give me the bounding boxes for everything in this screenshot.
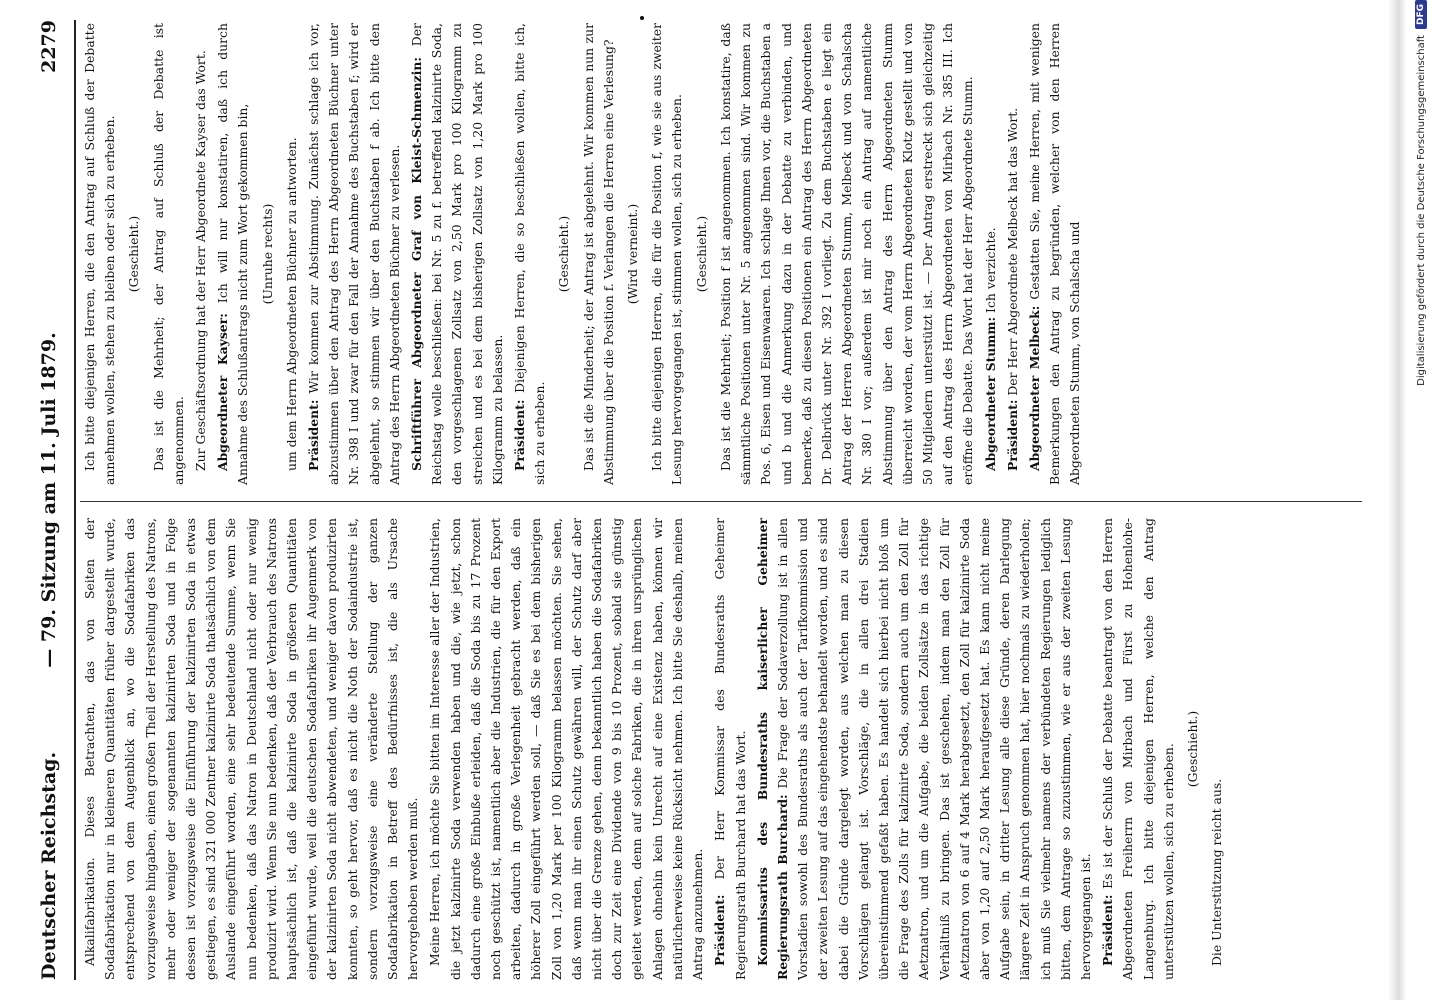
speaker-name: Abgeordneter Kayser: <box>215 313 231 471</box>
stage-direction: (Unruhe rechts) <box>259 203 275 305</box>
stage-direction: (Geschieht.) <box>556 215 572 293</box>
speech-paragraph <box>1098 518 1179 980</box>
dfg-logo: DFG <box>1415 0 1427 29</box>
body-paragraph: um dem Herrn Abgeordneten Büchner zu antworten. <box>283 137 299 471</box>
speaker-name: Präsident: <box>512 399 528 471</box>
publication-title: Deutscher Reichstag. <box>38 751 60 980</box>
stage-direction: (Geschieht.) <box>126 215 142 293</box>
speech-paragraph <box>510 23 550 485</box>
speech-text: Die Frage der Sodaverzollung ist in allen Vorstadien sowohl des Bundesraths als auch der Tarifkommission und der zweiten Lesung auf das eingehendste behandelt worden, und es sind dabei die Gründe dargelegt worden, aus welchen man zu diesen Vorschlägen gelangt ist. Vorschläge, die in allen drei Stadien übereinstimmend gefaßt haben. Es handelt sich hierbei nicht bloß um die Frage des Zolls für kalzinirte Soda, sondern auch um den Zoll für Aetznatron, und um die Aufgabe, die beiden Zollsätze in das richtige Verhältniß zu bringen. Das ist geschehen, indem man den Zoll für Aetznatron von 6 auf 4 Mark herabgesetzt, den Zoll für kalzinirte Soda aber von 1,20 auf 2,50 Mark heraufgesetzt hat. Es kann nicht meine Aufgabe sein, in dritter Lesung alle diese Gründe, deren Darlegung längere Zeit in Anspruch genommen hat, hier nochmals zu wiederholen; ich muß Sie vielmehr namens der verbündeten Regierungen lediglich bitten, dem Antrage so zuzustimmen, wie er aus der zweiten Lesung hervorgegangen ist. <box>774 518 1093 980</box>
speech-paragraph <box>304 23 405 485</box>
page-edge-shadow <box>1388 0 1406 1000</box>
speech-paragraph <box>753 518 1096 980</box>
speaker-name: Schriftführer Abgeordneter Graf von Kleist-Schmenzin: <box>409 57 425 471</box>
left-text-column <box>80 518 1372 980</box>
body-paragraph: Die Unterstützung reicht aus. <box>1209 778 1225 966</box>
speaker-name: Abgeordneter Melbeck: <box>1026 305 1042 471</box>
session-title: — 79. Sitzung am 11. Juli 1879. <box>38 332 60 668</box>
column-divider <box>80 501 1362 502</box>
body-paragraph: Zur Geschäftsordnung hat der Herr Abgeordnete Kayser das Wort. <box>193 50 209 471</box>
speech-text: Wir kommen zur Abstimmung. Zunächst schlage ich vor, abzustimmen über den Antrag des Herrn Abgeordneten Büchner unter Nr. 398 I und zwar für den Fall der Annahme des Buchstaben f; wird er abgelehnt, so stimmen wir über den Buchstaben f ab. Ich bitte den Antrag des Herrn Abgeordneten Büchner zu verlesen. <box>306 23 402 485</box>
stage-direction: (Geschieht.) <box>1184 710 1200 788</box>
speaker-name: Präsident: <box>306 399 322 471</box>
speaker-name: Präsident: <box>1004 399 1020 471</box>
body-paragraph: Alkalifabrikation. Dieses Betrachten, das von Seiten der Sodafabrikation nur in kleineren Quantitäten früher dargestellt wurde, entsprechend von dem Augenblick an, wo die Sodafabriken das vorzugsweise hingaben, einen großen Theil der Herstellung des Natrons, mehr oder weniger der sogenannten kalzinirten Soda und in Folge dessen ist vorzugsweise die Einführung der kalzinirten Soda in etwas gestiegen, es sind 321 000 Zentner kalzinirte Soda thatsächlich von dem Auslande eingeführt worden, eine sehr bedeutende Summe, wenn Sie nun bedenken, daß das Natron in Deutschland nicht oder nur wenig produzirt wird. Wenn Sie nun bedenken, daß der Verbrauch des Natrons hauptsächlich ist, daß die kalzinirte Soda in größeren Quantitäten eingeführt wurde, weil die deutschen Sodafabriken ihr Augenmerk von der kalzinirten Soda nicht abwendeten, und weniger davon produzirten konnten, so geht hervor, daß es nicht die Noth der Sodaindustrie ist, sondern vorzugsweise eine veränderte Stellung der ganzen Sodafabrikation in Betreff des Bedürfnisses ist, die als Ursache hervorgehoben werden muß. <box>82 518 421 980</box>
body-paragraph: Das ist die Minderheit; der Antrag ist abgelehnt. Wir kommen nun zur Abstimmung über die Position f. Verlangen die Herren eine Verlesung? <box>580 23 616 485</box>
speech-paragraph <box>213 23 253 485</box>
body-paragraph: Ich bitte diejenigen Herren, die für die Position f, wie sie aus zweiter Lesung hervorgegangen ist, stimmen wollen, sich zu erheben. <box>649 23 685 485</box>
speech-paragraph <box>981 23 1001 485</box>
speech-text: Diejenigen Herren, die so beschließen wollen, bitte ich, sich zu erheben. <box>512 23 548 485</box>
speech-paragraph <box>1025 23 1086 485</box>
speech-text: Gestatten Sie, meine Herren, mit wenigen Bemerkungen den Antrag zu begründen, welcher von den Herren Abgeordneten Stumm, von Schalscha und <box>1026 23 1083 485</box>
credit-text: Digitalisierung gefördert durch die Deutsche Forschungsgemeinschaft <box>1415 35 1427 386</box>
speech-text: Der Herr Abgeordnete Melbeck hat das Wort. <box>1004 107 1020 396</box>
body-paragraph: Ich bitte diejenigen Herren, die den Antrag auf Schluß der Debatte annehmen wollen, stehen zu bleiben oder sich zu erheben. <box>82 23 118 485</box>
page-header <box>14 20 76 980</box>
speech-text: Der Herr Kommissar des Bundesraths Geheimer Regierungsrath Burchard hat das Wort. <box>712 518 748 980</box>
speech-text: Ich will nur konstatiren, daß ich durch Annahme des Schlußantrags nicht zum Wort gekommen bin, <box>215 23 251 485</box>
body-paragraph: Das ist die Mehrheit; der Antrag auf Schluß der Debatte ist angenommen. <box>150 23 186 485</box>
speech-text: Ich verzichte. <box>982 227 998 313</box>
body-paragraph: Das ist die Mehrheit; Position f ist angenommen. Ich konstatire, daß sämmtliche Positionen unter Nr. 5 angenommen sind. Wir kommen zu Pos. 6, Eisen und Eisenwaaren. Ich schlage Ihnen vor, die Buchstaben a und b und die Anmerkung dazu in der Debatte zu verbinden, und bemerke, daß zu diesen Positionen ein Antrag des Herrn Abgeordneten Dr. Delbrück unter Nr. 392 I vorliegt. Zu dem Buchstaben e liegt ein Antrag der Herren Abgeordneten Stumm, Melbeck und von Schalscha Nr. 380 I vor; außerdem ist mir noch ein Antrag auf namentliche Abstimmung über den Antrag des Herrn Abgeordneten Stumm überreicht worden, der vom Herrn Abgeordneten Klotz gestellt und von 50 Mitgliedern unterstützt ist. — Der Antrag erstreckt sich gleichzeitig auf den Antrag des Herrn Abgeordneten von Mirbach Nr. 385 III. Ich eröffne die Debatte. Das Wort hat der Herr Abgeordnete Stumm. <box>717 23 976 485</box>
speech-text: Der Reichstag wolle beschließen: bei Nr. 5 zu f. betreffend kalzinirte Soda, den vorgeschlagenen Zollsatz von 2,50 Mark pro 100 Kilogramm zu streichen und es bei dem bisherigen Zollsatz von 1,20 Mark pro 100 Kilogramm zu belassen. <box>409 23 505 485</box>
right-text-column <box>80 23 1372 485</box>
speaker-name: Abgeordneter Stumm: <box>982 316 998 471</box>
speech-paragraph <box>710 518 750 980</box>
speech-text: Es ist der Schluß der Debatte beantragt von den Herren Abgeordneten Freiherrn von Mirbach und Fürst zu Hohenlohe-Langenburg. Ich bitte diejenigen Herren, welche den Antrag unterstützen wollen, sich zu erheben. <box>1100 518 1176 980</box>
ink-speck <box>640 16 644 20</box>
stage-direction: (Wird verneint.) <box>625 203 641 305</box>
speaker-name: Präsident: <box>712 894 728 966</box>
speech-paragraph <box>1003 23 1023 485</box>
body-paragraph: Meine Herren, ich möchte Sie bitten im Interesse aller der Industrien, die jetzt kalzinirte Soda verwenden haben und die, wie jetzt, schon dadurch eine große Einbuße erleiden, daß die Soda bis zu 17 Prozent noch geschützt ist, namentlich aber die Industrien, die für den Export arbeiten, dadurch in große Verlegenheit gebracht werden, daß ein höherer Zoll eingeführt werden soll, — daß Sie es bei dem bisherigen Zoll von 1,20 Mark per 100 Kilogramm belassen möchten. Sie sehen, daß wenn man ihr einen Schutz gewähren will, der Schutz darf aber nicht über die Grenze gehen, denn bekanntlich haben die Sodafabriken doch zur Zeit eine Dividende von 9 bis 10 Prozent, sobald sie günstig geleitet werden, denn auf solche Fabriken, die in ihren ursprünglichen Anlagen ohnehin kein Unrecht auf eine Existenz haben, können wir natürlicherweise keine Rücksicht nehmen. Ich bitte Sie deshalb, meinen Antrag anzunehmen. <box>427 518 706 980</box>
digitization-credit <box>1413 0 1429 760</box>
stage-direction: (Geschieht.) <box>693 215 709 293</box>
page-number: 2279 <box>38 20 60 73</box>
speech-paragraph <box>407 23 508 485</box>
speaker-name: Kommissarius des Bundesraths kaiserlicher Geheimer Regierungsrath Burchard: <box>754 518 790 980</box>
speaker-name: Präsident: <box>1100 894 1116 966</box>
